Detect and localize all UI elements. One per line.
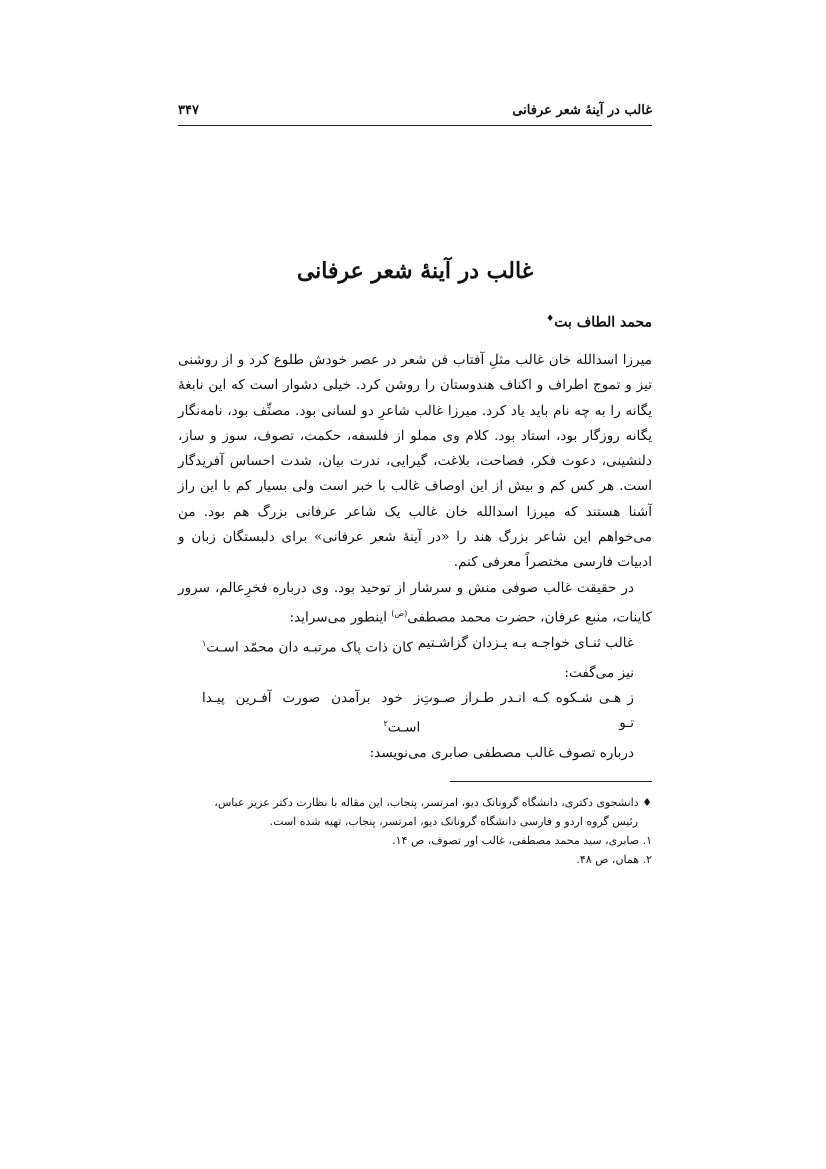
article-body xyxy=(178,348,652,766)
paragraph-2 xyxy=(178,576,652,631)
footnote-divider xyxy=(450,781,652,782)
verse-2-footnote-ref: ۲ xyxy=(383,719,388,729)
footnote-author: ♦ دانشجوی دکتری، دانشگاه گرونانک دیو، امرتسر، پنجاب، این مقاله با نظارت دکتر عزیز عباس، xyxy=(214,796,652,809)
verse-2 xyxy=(178,686,652,741)
paragraph-1: میرزا اسدالله خان غالب مثلِ آفتاب فن شعر در عصر خودش طلوع کرد و از روشنی تیز و تموج اطراف و اکناف هندوستان را روشن کرد. خیلی دشوار است که این نابغهٔ یگانه را به چه نام باید یاد کرد. میرزا غالب شاعرِ دو لسانی بود. مصنِّف بود، نامه‌نگار یگانه روزگار بود، استاد بود. کلام وی مملو از فلسفه، حکمت، تصوف، سوز و ساز، دلنشینی، دعوت فکر، فصاحت، بلاغت، گیرایی، ندرت بیان، شدت احساس آفریدگار است. هر کس کم و بیش از این اوصاف غالب با خبر است ولی بسیار کم با این راز آشنا هستند که میرزا اسدالله خان غالب یک شاعر عرفانی بزرگ هم بود. من می‌خواهم این شاعر بزرگ هند را «در آینهٔ شعر عرفانی» برای دلبستگان زبان و ادبیات فارسی مختصراً معرفی کنم. xyxy=(178,352,652,571)
salutation-mark: (ص) xyxy=(391,608,408,618)
verse-1 xyxy=(178,631,652,661)
running-title: غالب در آینهٔ شعر عرفانی xyxy=(512,103,652,118)
footnotes xyxy=(178,793,652,869)
author-line xyxy=(546,314,652,331)
verse-1-footnote-ref: ۱ xyxy=(202,638,207,648)
author-footnote-mark: ♦ xyxy=(546,314,555,324)
verse-1-hemistich-right: غالب ثنـای خواجـه بـه یـزدان گزاشـتیم xyxy=(417,634,634,651)
running-header xyxy=(178,101,652,123)
footnote-1: ۱. صابری، سید محمد مصطفی، غالب اور تصوف، ص ۱۴. xyxy=(392,834,652,847)
footnote-2: ۲. همان، ص ۴۸. xyxy=(576,853,652,866)
paragraph-2-text-b: اینطور می‌سراید: xyxy=(289,609,392,626)
verse-1-hemistich-left: کان ذات پاک مرتبـه دان محمّد اسـت$^۱$ xyxy=(202,638,413,656)
paragraph-3: درباره تصوف غالب مصطفی صابری می‌نویسد: xyxy=(369,745,634,762)
author-name: محمد الطاف بت xyxy=(554,314,652,331)
verse-2-intro: نیز می‌گفت: xyxy=(564,664,634,681)
header-divider xyxy=(178,125,652,126)
footnote-author-continued: رئیس گروه اردو و فارسی دانشگاه گرونانک دیو، امرتسر، پنجاب، تهیه شده است. xyxy=(269,815,638,828)
article-title: غالب در آینهٔ شعر عرفانی xyxy=(296,258,534,284)
paragraph-2-text-a: در حقیقت غالب صوفی منش و سرشار از توحید بود. وی درباره فخرِعالم، سرور کاینات، منبع عرفان، حضرت محمد مصطفی xyxy=(178,579,652,626)
page-number: ۳۴۷ xyxy=(178,103,199,118)
footnote-author-mark: ♦ xyxy=(642,796,652,809)
verse-2-hemistich-left: ز خود برآمدن صورت آفـرین پیـدا اسـت$^۲$ xyxy=(202,689,421,736)
verse-2-hemistich-right: ز هـی شـکوه کـه انـدر طـراز صـوتِ تـو xyxy=(420,689,634,732)
